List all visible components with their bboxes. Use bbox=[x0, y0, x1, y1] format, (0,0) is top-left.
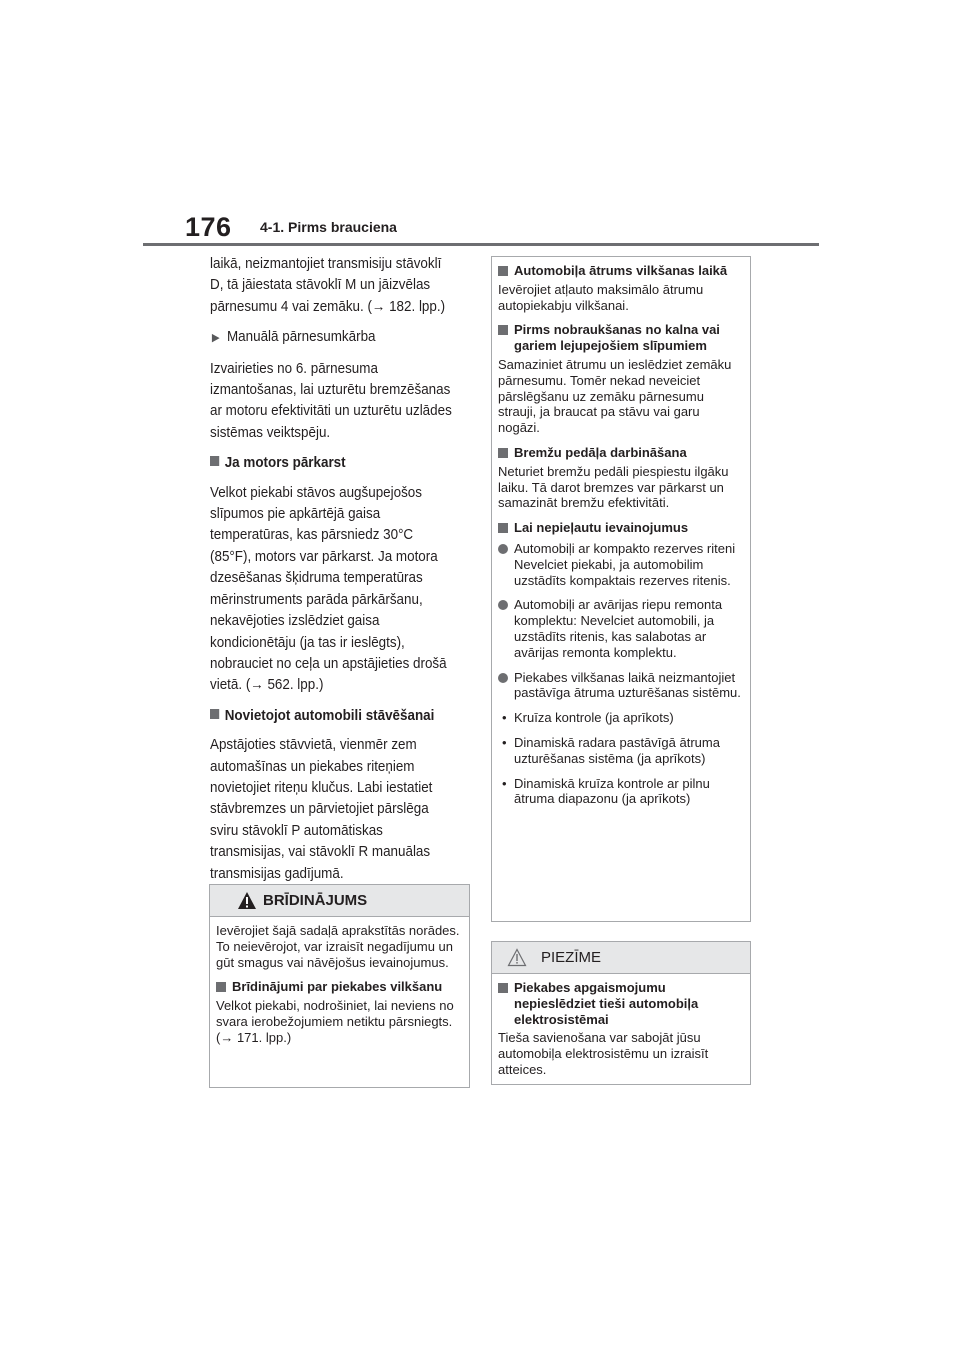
note-box bbox=[491, 941, 751, 1085]
note-sub-heading: Piekabes apgaismojumu nepieslēdziet tieši automobiļa elektrosistēmai bbox=[498, 980, 745, 1027]
warning-sub-heading: Brīdinājumi par piekabes vilkšanu bbox=[216, 979, 464, 995]
list-item: Automobiļi ar avārijas riepu remonta komplektu: Nevelciet automobili, ja uzstādīts ritenis, kas salabotas ar avārijas remonta komplektu. bbox=[498, 597, 745, 660]
bullet-icon: • bbox=[502, 710, 507, 726]
parking-heading-label: Novietojot automobili stāvēšanai bbox=[224, 707, 435, 724]
warning-title: BRĪDINĀJUMS bbox=[263, 892, 368, 909]
hill-heading: Pirms nobraukšanas no kalna vai gariem lejupejošiem slīpumiem bbox=[498, 322, 745, 354]
chapter-title: 4-1. Pirms brauciena bbox=[260, 219, 397, 235]
overheat-text: Velkot piekabi stāvos augšupejošos slīpumos pie apkārtējā gaisa temperatūras, kas pārsniedz 30°C (85°F), motors var pārkarst. Ja motora dzesēšanas šķidruma temperatūras mērinstruments parāda pārkāršanu, nekavējoties izslēdziet gaisa kondicionētāju (ja tas ir ieslēgts), nobrauciet no ceļa un apstājieties drošā vietā. (→ 562. lpp.) bbox=[210, 484, 447, 694]
square-bullet-icon bbox=[498, 448, 508, 458]
parking-heading bbox=[210, 706, 454, 727]
manual-heading-label: Manuālā pārnesumkārba bbox=[226, 329, 376, 346]
square-bullet-icon bbox=[498, 266, 508, 276]
overheat-heading-label: Ja motors pārkarst bbox=[224, 455, 346, 472]
manual-text: Izvairieties no 6. pārnesuma izmantošanas, lai uzturētu bremzēšanas ar motoru efektivitāti un uzturētu uzlādes sistēmas veiktspēju. bbox=[210, 360, 452, 441]
circle-bullet-icon bbox=[498, 544, 508, 554]
speed-heading: Automobiļa ātrums vilkšanas laikā bbox=[498, 263, 745, 279]
square-bullet-icon bbox=[498, 983, 508, 993]
square-bullet-icon bbox=[498, 325, 508, 335]
hill-text: Samaziniet ātrumu un ieslēdziet zemāku pārnesumu. Tomēr nekad neveiciet pārslēgšanu uz zemāku pārnesumu strauji, ja braucat pa stāvu vai garu nogāzi. bbox=[498, 356, 732, 436]
circle-bullet-icon bbox=[498, 673, 508, 683]
note-box-header bbox=[492, 942, 750, 974]
list-item: • Dinamiskā kruīza kontrole ar pilnu ātruma diapazonu (ja aprīkots) bbox=[502, 775, 710, 807]
bullet-icon: • bbox=[502, 775, 507, 791]
square-bullet-icon bbox=[216, 982, 226, 992]
list-item: Piekabes vilkšanas laikā neizmantojiet pastāvīga ātruma uzturēšanas sistēmu. bbox=[498, 670, 745, 702]
circle-bullet-icon bbox=[498, 600, 508, 610]
note-title: PIEZĪME bbox=[541, 949, 602, 966]
square-bullet-icon bbox=[498, 523, 508, 533]
caution-triangle-icon bbox=[507, 948, 527, 967]
warning-intro: Ievērojiet šajā sadaļā aprakstītās norādes. To neievērojot, var izraisīt negadījumu un gūt smagus vai nāvējošus ievainojumus. bbox=[216, 923, 460, 970]
list-item: • Kruīza kontrole (ja aprīkots) bbox=[502, 710, 674, 726]
manual-heading bbox=[210, 327, 454, 349]
brake-heading: Bremžu pedāļa darbināšana bbox=[498, 445, 745, 461]
triangle-bullet-icon: ▶ bbox=[211, 332, 220, 345]
list-item: • Dinamiskā radara pastāvīgā ātruma uzturēšanas sistēma (ja aprīkots) bbox=[502, 734, 720, 766]
tips-box bbox=[491, 256, 751, 922]
tips-box-body bbox=[492, 257, 750, 820]
warning-triangle-icon bbox=[237, 891, 257, 910]
list-item: Automobiļi ar kompakto rezerves riteni Nevelciet piekabi, ja automobilim uzstādīts kompaktais rezerves ritenis. bbox=[498, 541, 745, 588]
left-column bbox=[210, 254, 454, 894]
bullet-icon: • bbox=[502, 734, 507, 750]
overheat-heading bbox=[210, 453, 454, 474]
warning-box-body bbox=[210, 917, 469, 1059]
square-bullet-icon bbox=[210, 456, 219, 466]
intro-paragraph: laikā, neizmantojiet transmisiju stāvoklī D, tā jāiestata stāvoklī M un jāizvēlas pārnesumu 4 vai zemāku. (→ 182. lpp.) bbox=[210, 256, 446, 315]
speed-text: Ievērojiet atļauto maksimālo ātrumu autopiekabju vilkšanai. bbox=[498, 281, 704, 313]
parking-text: Apstājoties stāvvietā, vienmēr zem automašīnas un piekabes riteņiem novietojiet riteņu klučus. Labi iestatiet stāvbremzes un pārvietojiet pārslēga sviru stāvoklī P automātiskas transmisijas, vai stāvoklī R manuālas transmisijas gadījumā. bbox=[210, 737, 433, 882]
page-number: 176 bbox=[185, 212, 232, 242]
warning-sub-text: Velkot piekabi, nodrošiniet, lai neviens no svara ierobežojumiem netiktu pārsniegts. (→ 171. lpp.) bbox=[216, 998, 454, 1045]
square-bullet-icon bbox=[210, 709, 219, 719]
brake-text: Neturiet bremžu pedāli piespiestu ilgāku laiku. Tā darot bremzes var pārkarst un samazināt bremžu efektivitāti. bbox=[498, 463, 729, 511]
injury-heading: Lai nepieļautu ievainojumus bbox=[498, 520, 745, 536]
header-rule bbox=[143, 243, 819, 246]
note-box-body bbox=[492, 974, 750, 1091]
warning-box-header bbox=[210, 885, 469, 917]
warning-box bbox=[209, 884, 470, 1088]
note-sub-text: Tieša savienošana var sabojāt jūsu automobiļa elektrosistēmu un izraisīt atteices. bbox=[498, 1030, 709, 1077]
